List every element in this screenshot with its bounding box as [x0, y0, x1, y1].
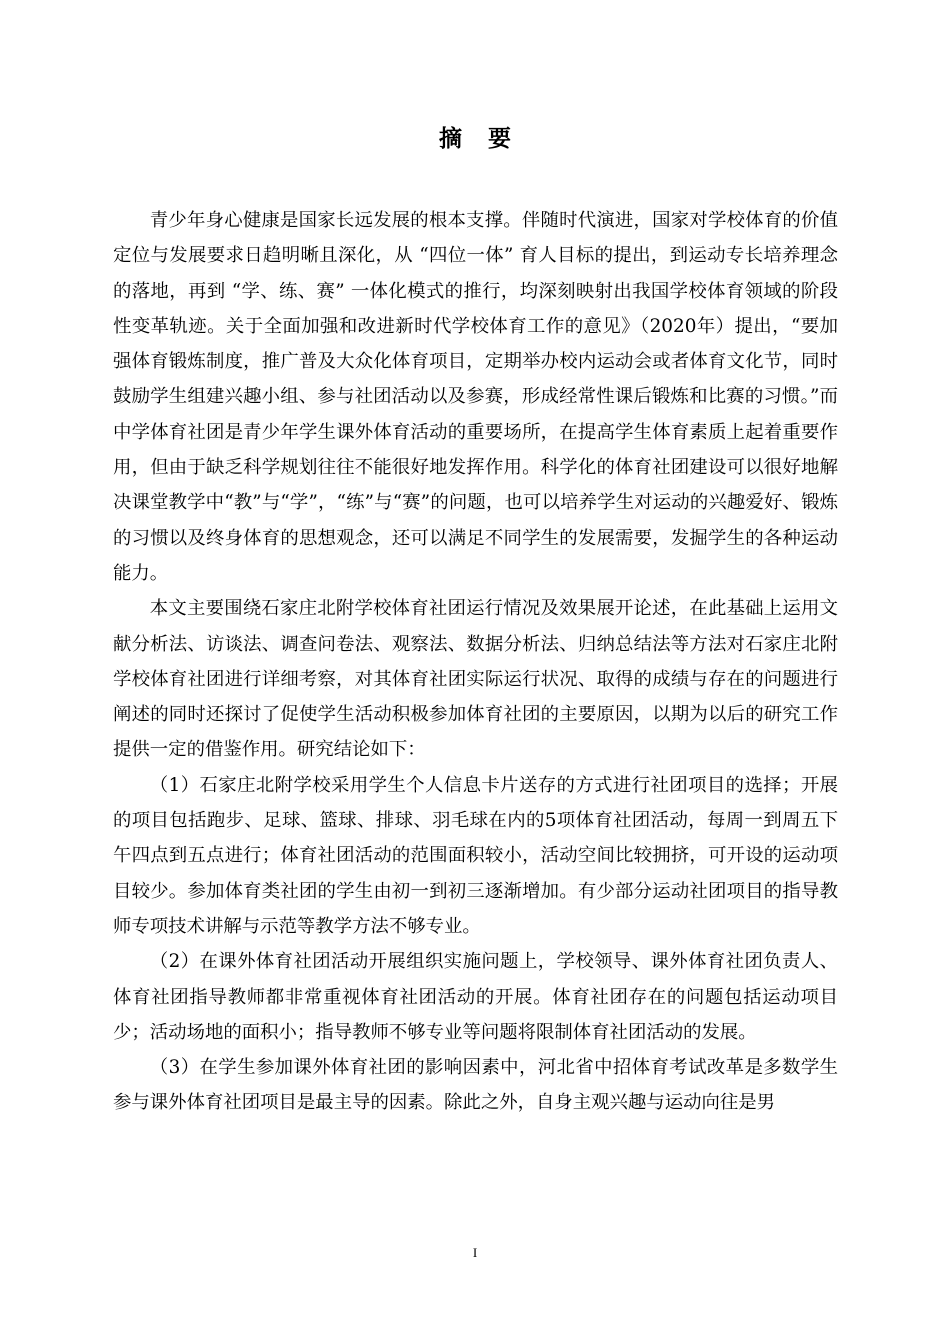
paragraph-conclusion-1: （1）石家庄北附学校采用学生个人信息卡片送存的方式进行社团项目的选择；开展的项目包括跑步、足球、篮球、排球、羽毛球在内的5项体育社团活动，每周一到周五下午四点到五点进行；体育社团活动的范围面积较小，活动空间比较拥挤，可开设的运动项目较少。参加体育类社团的学生由初一到初三逐渐增加。有少部分运动社团项目的指导教师专项技术讲解与示范等教学方法不够专业。: [113, 774, 838, 937]
paragraph-conclusion-3: （3）在学生参加课外体育社团的影响因素中，河北省中招体育考试改革是多数学生参与课外体育社团项目是最主导的因素。除此之外，自身主观兴趣与运动向往是男: [113, 1057, 838, 1114]
page-number: I: [472, 1245, 478, 1260]
paragraph-intro: 青少年身心健康是国家长远发展的根本支撑。伴随时代演进，国家对学校体育的价值定位与发展要求日趋明晰且深化，从 “四位一体” 育人目标的提出，到运动专长培养理念的落地，再到 “学、练、赛” 一体化模式的推行，均深刻映射出我国学校体育领域的阶段性变革轨迹。关于全面加强和改进新时代学校体育工作的意见》（2020年）提出，“要加强体育锻炼制度，推广普及大众化体育项目，定期举办校内运动会或者体育文化节，同时鼓励学生组建兴趣小组、参与社团活动以及参赛，形成经常性课后锻炼和比赛的习惯。”而中学体育社团是青少年学生课外体育活动的重要场所，在提高学生体育素质上起着重要作用，但由于缺乏科学规划往往不能很好地发挥作用。科学化的体育社团建设可以很好地解决课堂教学中“教”与“学”，“练”与“赛”的问题，也可以培养学生对运动的兴趣爱好、锻炼的习惯以及终身体育的思想观念，还可以满足不同学生的发展需要，发掘学生的各种运动能力。: [113, 210, 838, 584]
page-title: 摘要: [439, 126, 537, 152]
paragraph-methods: 本文主要围绕石家庄北附学校体育社团运行情况及效果展开论述，在此基础上运用文献分析法、访谈法、调查问卷法、观察法、数据分析法、归纳总结法等方法对石家庄北附学校体育社团进行详细考察，对其体育社团实际运行状况、取得的成绩与存在的问题进行阐述的同时还探讨了促使学生活动积极参加体育社团的主要原因，以期为以后的研究工作提供一定的借鉴作用。研究结论如下：: [113, 598, 838, 761]
abstract-body: [113, 203, 838, 1121]
paragraph-conclusion-2: （2）在课外体育社团活动开展组织实施问题上，学校领导、课外体育社团负责人、体育社团指导教师都非常重视体育社团活动的开展。体育社团存在的问题包括运动项目少；活动场地的面积小；指导教师不够专业等问题将限制体育社团活动的发展。: [113, 951, 838, 1043]
